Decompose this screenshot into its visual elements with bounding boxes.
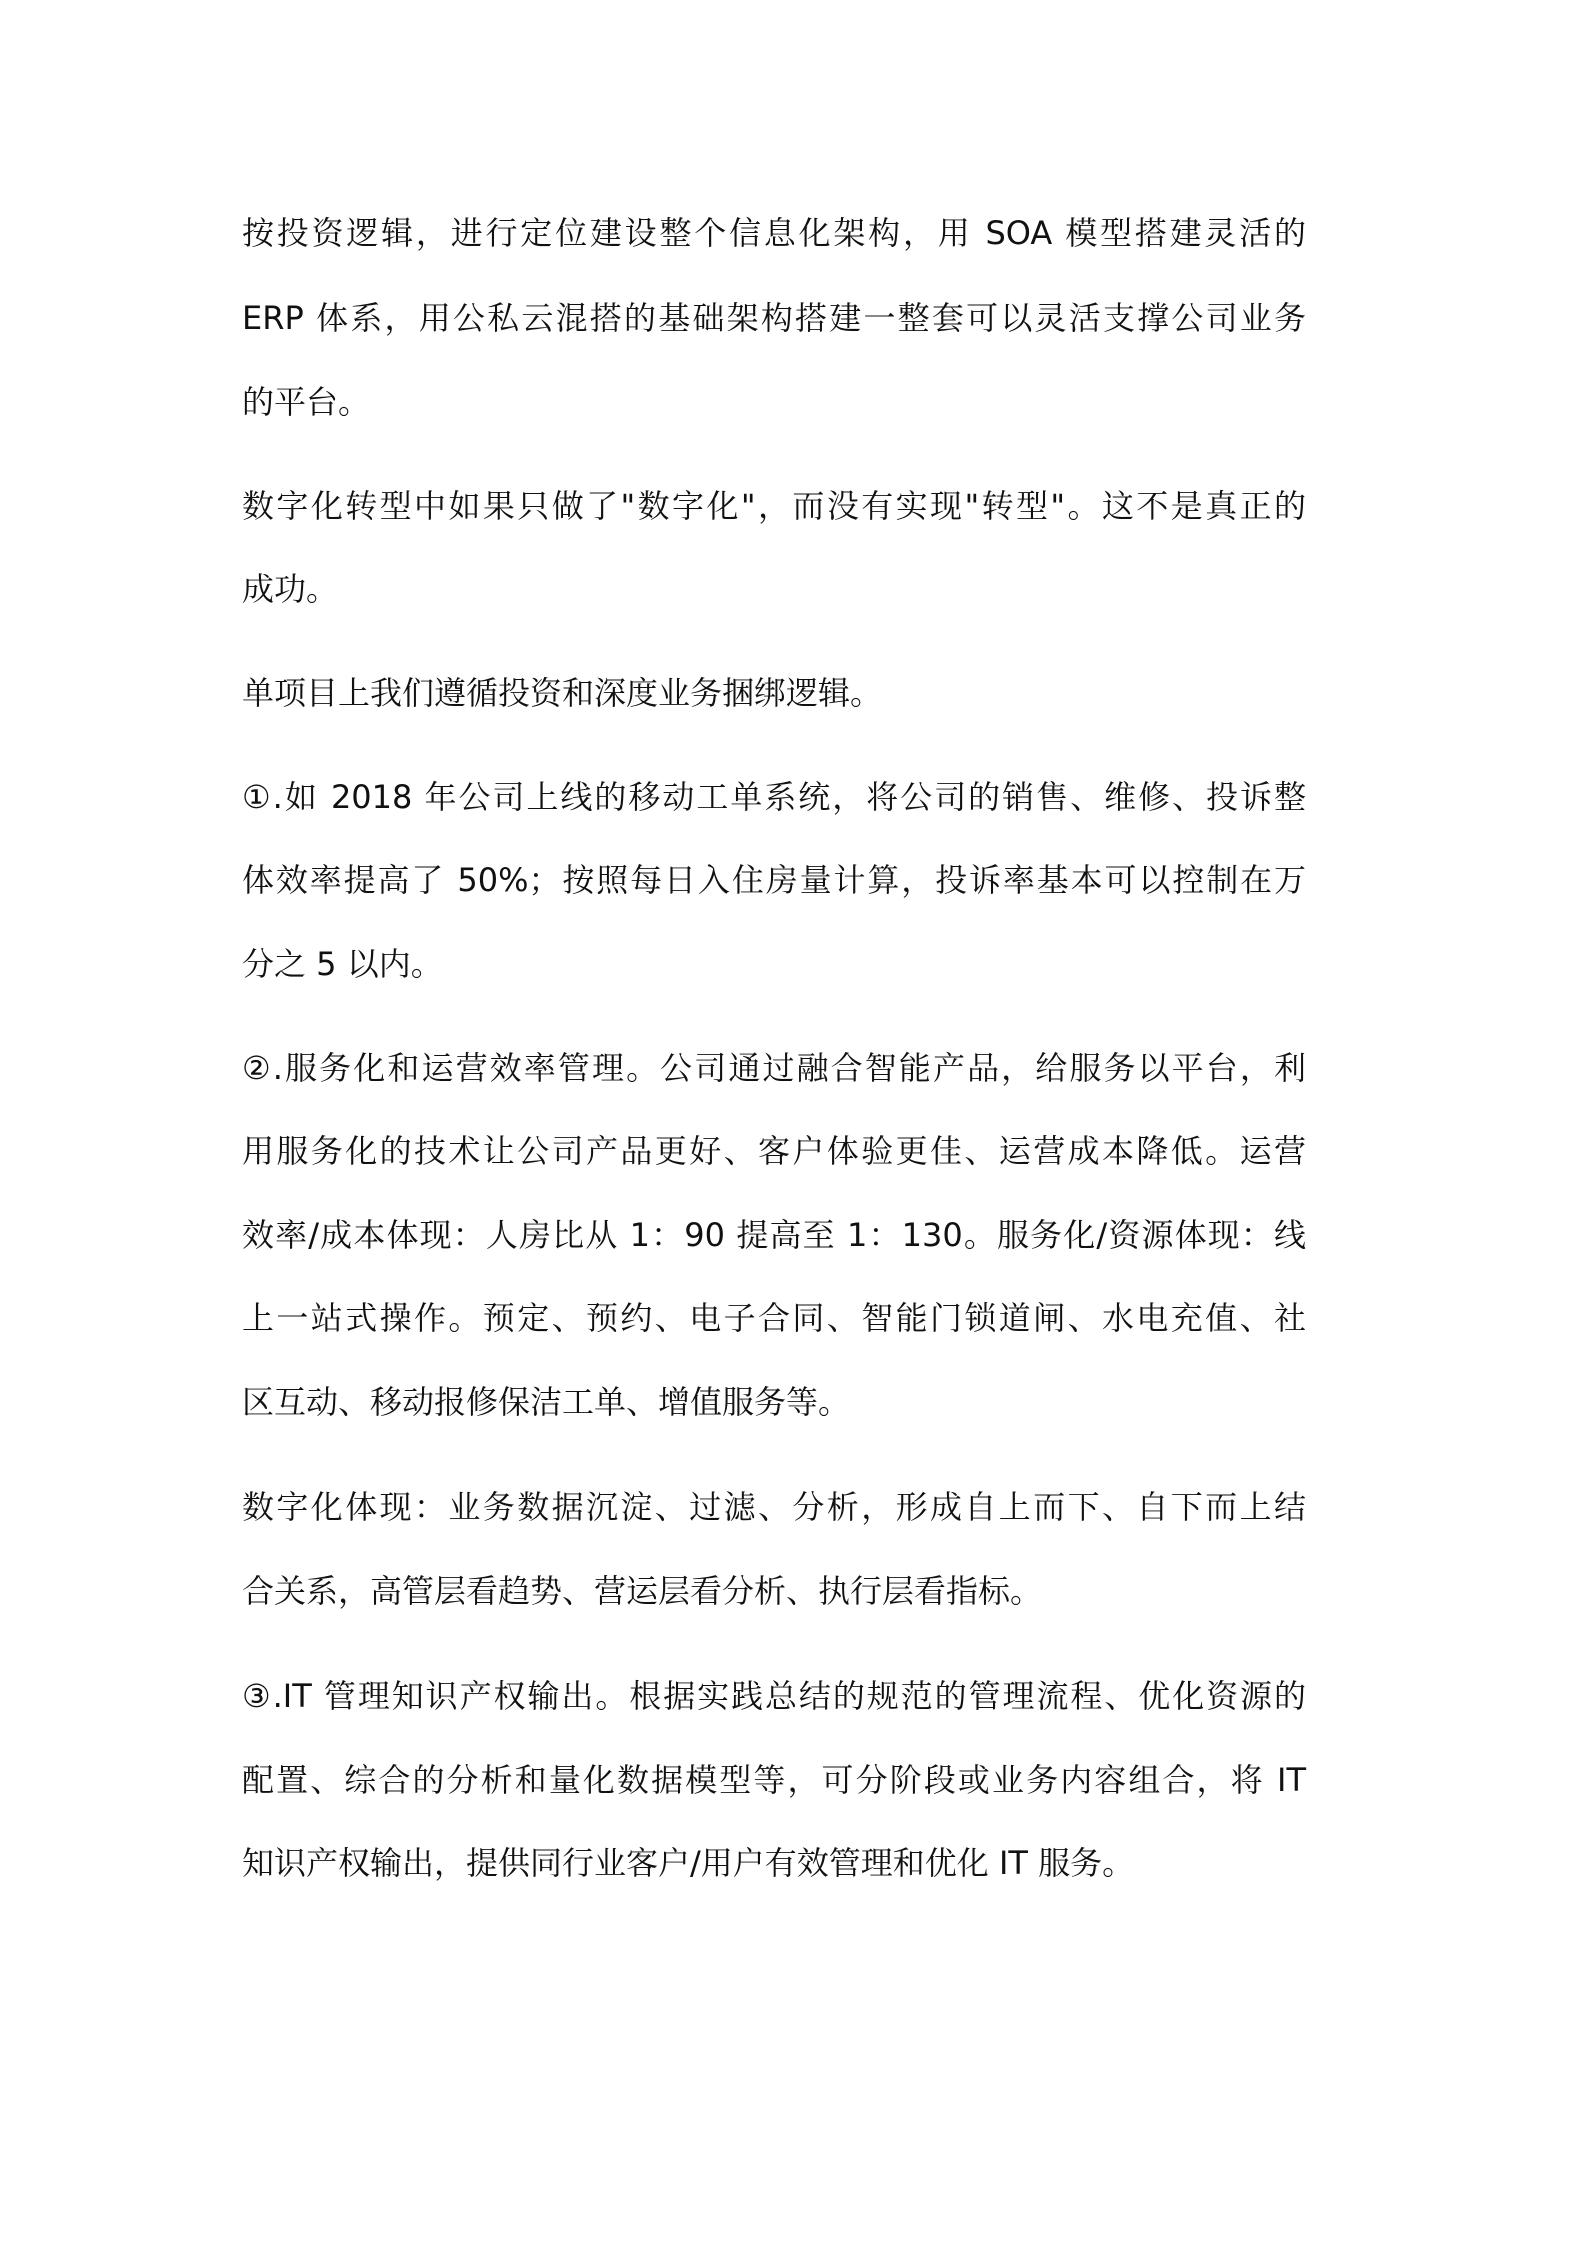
text-line: 的平台。 xyxy=(242,383,371,421)
text-line: 数字化体现：业务数据沉淀、过滤、分析，形成自上而下、自下而上结 xyxy=(242,1488,1306,1526)
text-line: 效率/成本体现：人房比从 1：90 提高至 1：130。服务化/资源体现：线 xyxy=(242,1216,1306,1254)
text-line: 用服务化的技术让公司产品更好、客户体验更佳、运营成本降低。运营 xyxy=(242,1132,1306,1170)
text-line: 分之 5 以内。 xyxy=(242,945,443,983)
text-line: ①.如 2018 年公司上线的移动工单系统，将公司的销售、维修、投诉整 xyxy=(242,778,1306,816)
text-line: 配置、综合的分析和量化数据模型等，可分阶段或业务内容组合，将 IT xyxy=(242,1761,1306,1799)
text-line: 区互动、移动报修保洁工单、增值服务等。 xyxy=(242,1383,851,1421)
text-line: 上一站式操作。预定、预约、电子合同、智能门锁道闸、水电充值、社 xyxy=(242,1299,1306,1337)
text-line: 单项目上我们遵循投资和深度业务捆绑逻辑。 xyxy=(242,674,883,712)
text-line: 数字化转型中如果只做了"数字化"，而没有实现"转型"。这不是真正的 xyxy=(242,487,1306,525)
text-line: ERP 体系，用公私云混搭的基础架构搭建一整套可以灵活支撑公司业务 xyxy=(242,299,1306,337)
text-line: ③.IT 管理知识产权输出。根据实践总结的规范的管理流程、优化资源的 xyxy=(242,1677,1306,1715)
text-line: 合关系，高管层看趋势、营运层看分析、执行层看指标。 xyxy=(242,1572,1043,1610)
text-line: 体效率提高了 50%；按照每日入住房量计算，投诉率基本可以控制在万 xyxy=(242,861,1306,899)
text-line: ②.服务化和运营效率管理。公司通过融合智能产品，给服务以平台，利 xyxy=(242,1049,1306,1087)
text-line: 知识产权输出，提供同行业客户/用户有效管理和优化 IT 服务。 xyxy=(242,1844,1135,1882)
text-line: 按投资逻辑，进行定位建设整个信息化架构，用 SOA 模型搭建灵活的 xyxy=(242,214,1306,252)
text-line: 成功。 xyxy=(242,570,339,608)
